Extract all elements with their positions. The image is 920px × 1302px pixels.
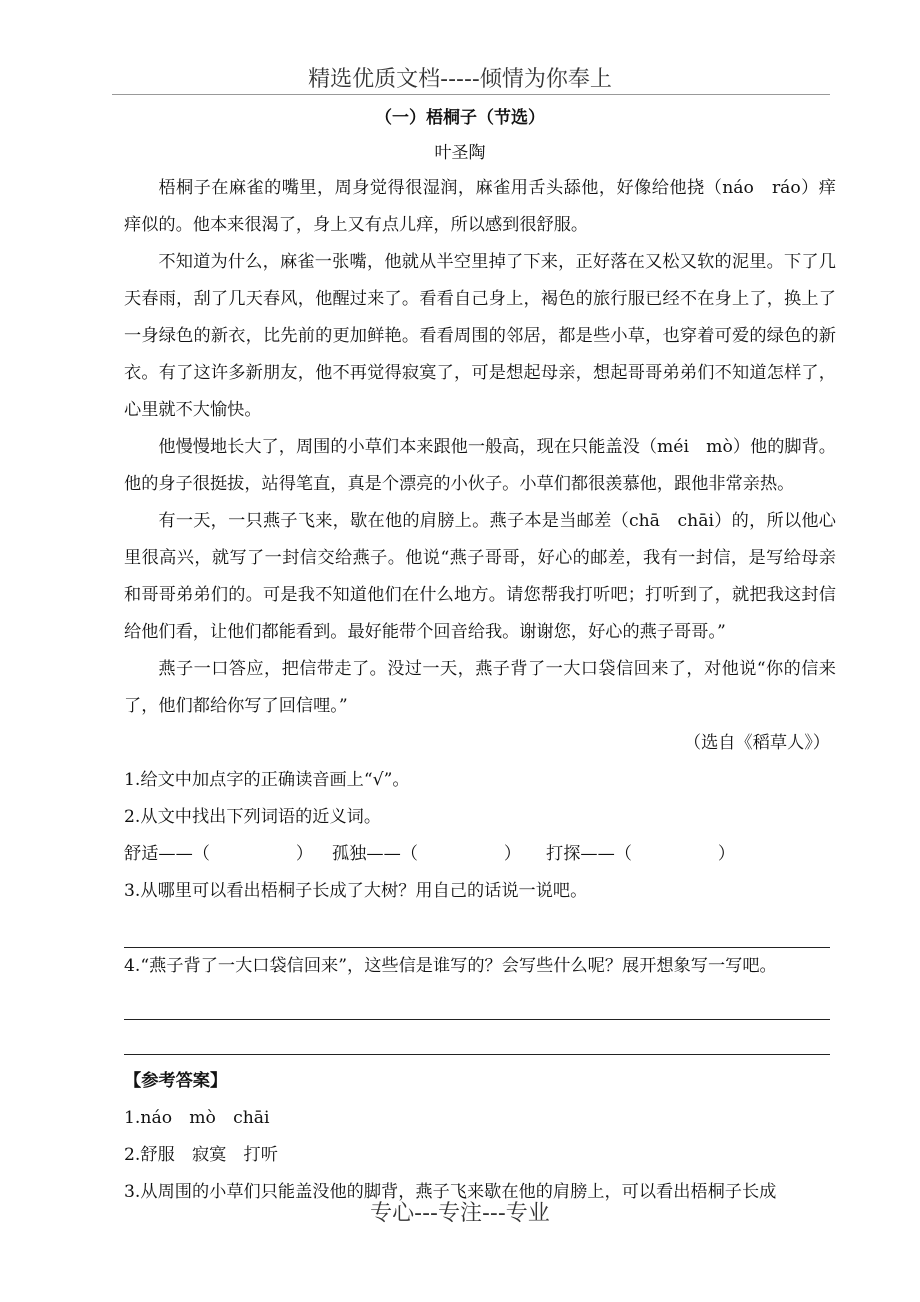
question-4: 4.“燕子背了一大口袋信回来”，这些信是谁写的？会写些什么呢？展开想象写一写吧。 xyxy=(124,956,777,976)
page-footer: 专心---专注---专业 xyxy=(370,1201,550,1226)
answer-line xyxy=(124,985,830,1020)
answer-2: 2.舒服 寂寞 打听 xyxy=(124,1145,278,1165)
synonym-blank-2: 孤独——（ ） xyxy=(332,844,522,864)
paragraph: 燕子一口答应，把信带走了。没过一天，燕子背了一大口袋信回来了，对他说“你的信来了，他们都给你写了回信哩。” xyxy=(124,659,836,716)
question-2: 2.从文中找出下列词语的近义词。 xyxy=(124,807,382,827)
article-body xyxy=(124,170,836,1211)
synonym-row xyxy=(124,836,836,873)
answer-line xyxy=(124,1020,830,1055)
answer-line xyxy=(124,910,830,948)
question-1: 1.给文中加点字的正确读音画上“√”。 xyxy=(124,770,410,790)
page-header: 精选优质文档-----倾情为你奉上 xyxy=(308,67,612,92)
header-divider xyxy=(112,94,830,95)
paragraph: 他慢慢地长大了，周围的小草们本来跟他一般高，现在只能盖没（méi mò）他的脚背。他的身子很挺拔，站得笔直，真是个漂亮的小伙子。小草们都很羡慕他，跟他非常亲热。 xyxy=(124,437,836,494)
synonym-blank-3: 打探——（ ） xyxy=(546,844,736,864)
article-author: 叶圣陶 xyxy=(434,143,486,163)
synonym-blank-1: 舒适——（ ） xyxy=(124,844,314,864)
source-citation: （选自《稻草人》） xyxy=(683,733,830,753)
answer-1: 1.náo mò chāi xyxy=(124,1108,270,1128)
question-3: 3.从哪里可以看出梧桐子长成了大树？用自己的话说一说吧。 xyxy=(124,881,588,901)
paragraph: 有一天，一只燕子飞来，歇在他的肩膀上。燕子本是当邮差（chā chāi）的，所以他心里很高兴，就写了一封信交给燕子。他说“燕子哥哥，好心的邮差，我有一封信，是写给母亲和哥哥弟弟们的。可是我不知道他们在什么地方。请您帮我打听吧；打听到了，就把我这封信给他们看，让他们都能看到。最好能带个回音给我。谢谢您，好心的燕子哥哥。” xyxy=(124,511,836,642)
article-title: （一）梧桐子（节选） xyxy=(375,108,545,128)
paragraph: 不知道为什么，麻雀一张嘴，他就从半空里掉了下来，正好落在又松又软的泥里。下了几天春雨，刮了几天春风，他醒过来了。看看自己身上，褐色的旅行服已经不在身上了，换上了一身绿色的新衣，比先前的更加鲜艳。看看周围的邻居，都是些小草，也穿着可爱的绿色的新衣。有了这许多新朋友，他不再觉得寂寞了，可是想起母亲，想起哥哥弟弟们不知道怎样了，心里就不大愉快。 xyxy=(124,252,836,420)
answer-3: 3.从周围的小草们只能盖没他的脚背，燕子飞来歇在他的肩膀上，可以看出梧桐子长成 xyxy=(124,1182,777,1202)
paragraph: 梧桐子在麻雀的嘴里，周身觉得很湿润，麻雀用舌头舔他，好像给他挠（náo ráo）痒痒似的。他本来很渴了，身上又有点儿痒，所以感到很舒服。 xyxy=(124,178,836,235)
reference-answers-title: 【参考答案】 xyxy=(124,1071,228,1091)
